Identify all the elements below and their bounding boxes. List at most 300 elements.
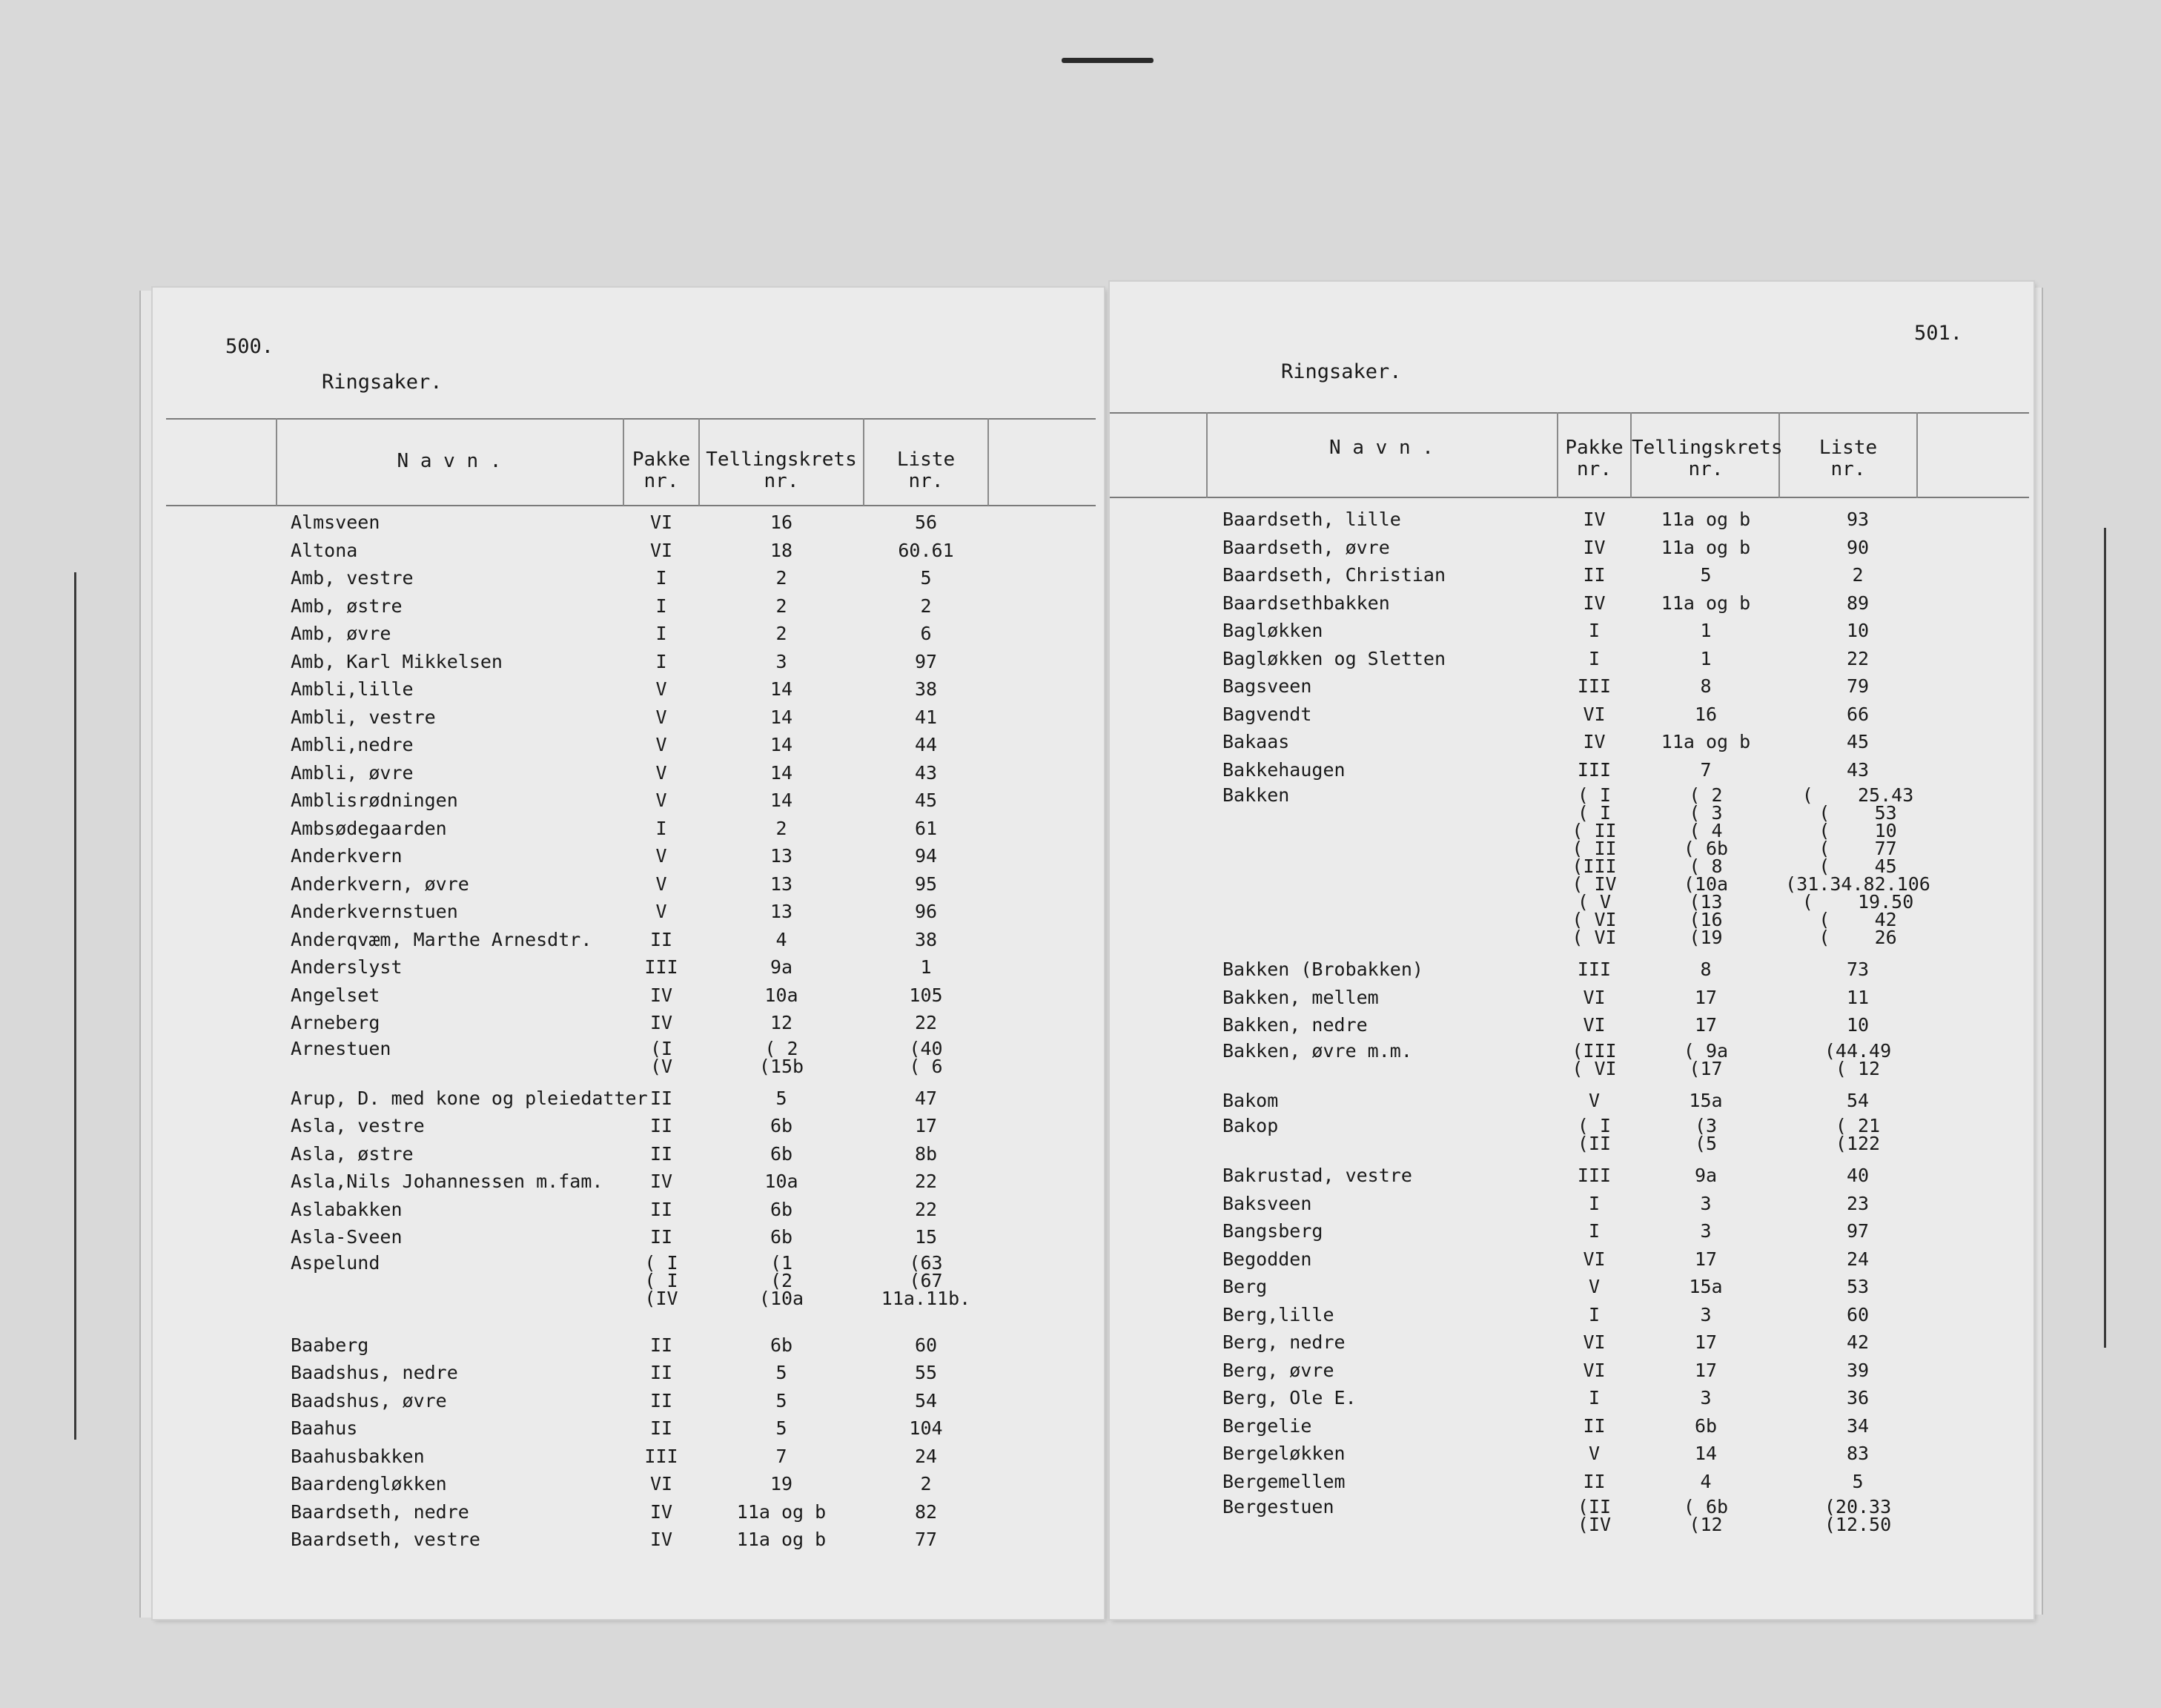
cell-pakke: I (655, 567, 667, 589)
cell-pakke: II (649, 1087, 673, 1109)
table-row (153, 1417, 1104, 1445)
header-pakke: Pakke nr. (1565, 437, 1624, 480)
cell-liste: 53 (1846, 1276, 1870, 1297)
cell-name: Bakop (1222, 1115, 1279, 1136)
cell-liste: 66 (1846, 703, 1870, 725)
cell-krets: 15a (1689, 1089, 1723, 1111)
cell-liste: 17 (914, 1115, 938, 1136)
col-rule (987, 418, 989, 506)
cell-pakke: VI (1583, 703, 1606, 725)
cell-krets: 9a (1694, 1165, 1718, 1186)
header-name: N a v n . (1329, 437, 1434, 459)
table-row (1110, 704, 2033, 731)
cell-name: Bakken, nedre (1222, 1014, 1368, 1036)
cell-krets: 13 (770, 845, 793, 867)
cell-name: Baardseth, lille (1222, 509, 1401, 530)
cell-pakke: (II (IV (1577, 1496, 1612, 1535)
header-bottom-rule (166, 505, 1096, 506)
cell-pakke: IV (1583, 509, 1606, 530)
table-row (153, 1446, 1104, 1473)
cell-liste: 96 (914, 901, 938, 922)
cell-krets: 5 (775, 1389, 787, 1411)
table-row (153, 651, 1104, 678)
cell-pakke: V (1588, 1443, 1601, 1464)
table-row (153, 1226, 1104, 1254)
table-row (1110, 592, 2033, 620)
cell-pakke: I (1588, 647, 1601, 669)
cell-liste: (63 (67 11a.11b. (881, 1251, 971, 1309)
table-row (153, 1037, 1104, 1077)
table-row (153, 623, 1104, 650)
table-row (1110, 1471, 2033, 1498)
table-row (153, 706, 1104, 734)
right-page (1110, 282, 2033, 1619)
cell-name: Baardseth, nedre (291, 1500, 469, 1523)
table-row (1110, 1115, 2033, 1154)
table-row (153, 567, 1104, 595)
cell-name: Bakken (1222, 784, 1290, 806)
cell-liste: 79 (1846, 675, 1870, 697)
cell-name: Amb, østre (291, 595, 403, 617)
cell-pakke: V (1588, 1089, 1601, 1111)
cell-name: Angelset (291, 984, 380, 1006)
cell-name: Aslabakken (291, 1198, 403, 1220)
table-row (1110, 564, 2033, 592)
table-row (153, 901, 1104, 928)
table-row (153, 1088, 1104, 1115)
cell-pakke: V (655, 734, 667, 755)
cell-pakke: VI (649, 539, 673, 561)
cell-krets: 5 (1700, 564, 1712, 586)
cell-liste: 97 (1846, 1220, 1870, 1242)
cell-name: Bakken, øvre m.m. (1222, 1039, 1412, 1062)
cell-pakke: II (649, 1389, 673, 1411)
cell-liste: 94 (914, 845, 938, 867)
cell-liste: 60 (914, 1334, 938, 1356)
cell-liste: 55 (914, 1362, 938, 1383)
cell-liste: 47 (914, 1087, 938, 1109)
cell-liste: 2 (920, 1473, 932, 1494)
cell-pakke: V (655, 706, 667, 728)
cell-krets: 8 (1700, 959, 1712, 980)
cell-name: Ambli,nedre (291, 734, 414, 755)
cell-liste: 60 (1846, 1303, 1870, 1325)
cell-liste: 23 (1846, 1192, 1870, 1214)
cell-liste: (20.33 (12.50 (1824, 1496, 1892, 1535)
cell-pakke: V (655, 845, 667, 867)
table-row (153, 1143, 1104, 1171)
cell-liste: 8b (914, 1142, 938, 1165)
cell-name: Bangsberg (1222, 1220, 1323, 1242)
cell-pakke: II (649, 1362, 673, 1383)
cell-krets: 19 (770, 1473, 793, 1494)
cell-krets: ( 2 ( 3 ( 4 ( 6b ( 8 (10a (13 (16 (19 (1683, 784, 1729, 948)
cell-krets: 6b (770, 1226, 793, 1248)
cell-pakke: I (1588, 620, 1601, 641)
cell-krets: ( 2 (15b (758, 1037, 804, 1077)
cell-name: Bagvendt (1222, 703, 1312, 725)
cell-name: Berg, nedre (1222, 1331, 1346, 1353)
table-row (153, 1501, 1104, 1529)
cell-krets: 4 (775, 928, 787, 950)
table-row (1110, 1443, 2033, 1470)
cell-pakke: V (1588, 1276, 1601, 1297)
cell-krets: 3 (1700, 1220, 1712, 1242)
cell-krets: ( 9a (17 (1683, 1039, 1729, 1079)
cell-name: Baardseth, vestre (291, 1529, 480, 1550)
cell-pakke: IV (649, 984, 673, 1006)
cell-name: Asla, vestre (291, 1115, 425, 1136)
cell-pakke: ( I ( I (IV (644, 1251, 678, 1309)
cell-name: Baardseth, øvre (1222, 536, 1390, 558)
cell-krets: 2 (775, 567, 787, 589)
cell-liste: 38 (914, 928, 938, 950)
cell-liste: 43 (1846, 758, 1870, 781)
cell-pakke: I (1588, 1220, 1601, 1242)
header-top-rule (1110, 412, 2029, 414)
cell-liste: 2 (1852, 564, 1864, 586)
cell-liste: 104 (909, 1417, 943, 1439)
cell-pakke: VI (1583, 1331, 1606, 1353)
cell-pakke: VI (649, 1473, 673, 1494)
cell-krets: 11a og b (1661, 731, 1751, 752)
cell-name: Anderkvern, øvre (291, 873, 469, 895)
table-row (1110, 759, 2033, 787)
cell-name: Baardsethbakken (1222, 592, 1390, 614)
cell-name: Amb, vestre (291, 567, 414, 589)
cell-krets: 14 (770, 790, 793, 811)
cell-name: Baadshus, øvre (291, 1389, 447, 1411)
cell-krets: 14 (770, 678, 793, 700)
cell-name: Baksveen (1222, 1192, 1312, 1214)
cell-name: Baahusbakken (291, 1445, 425, 1467)
cell-pakke: IV (649, 1171, 673, 1192)
cell-liste: 10 (1846, 1014, 1870, 1036)
cell-name: Asla,Nils Johannessen m.fam. (291, 1171, 603, 1192)
cell-name: Berg (1222, 1276, 1268, 1297)
cell-krets: 14 (770, 761, 793, 784)
cell-liste: 24 (914, 1445, 938, 1467)
cell-pakke: ( I (II (1577, 1115, 1612, 1154)
cell-pakke: III (1577, 959, 1612, 980)
header-liste: Liste nr. (1819, 437, 1878, 480)
cell-pakke: I (1588, 1387, 1601, 1409)
table-row (153, 1251, 1104, 1309)
table-row (153, 984, 1104, 1012)
cell-liste: 2 (920, 595, 932, 617)
cell-krets: 7 (775, 1445, 787, 1467)
table-row (153, 1199, 1104, 1226)
cell-pakke: II (1583, 1470, 1606, 1492)
cell-krets: 6b (770, 1334, 793, 1356)
cell-liste: 73 (1846, 959, 1870, 980)
cell-name: Berg, øvre (1222, 1359, 1334, 1381)
cell-liste: 89 (1846, 592, 1870, 614)
table-row (153, 1334, 1104, 1362)
col-rule (1916, 412, 1918, 498)
cell-krets: 4 (1700, 1470, 1712, 1492)
cell-krets: 3 (1700, 1303, 1712, 1325)
cell-krets: 13 (770, 873, 793, 895)
cell-name: Amb, øvre (291, 623, 391, 644)
table-row (153, 1473, 1104, 1500)
cell-liste: 22 (1846, 647, 1870, 669)
cell-pakke: III (1577, 758, 1612, 781)
table-row (1110, 1220, 2033, 1248)
cell-liste: 39 (1846, 1359, 1870, 1381)
left-page (153, 288, 1104, 1619)
cell-liste: 5 (1852, 1470, 1864, 1492)
cell-name: Asla, østre (291, 1142, 414, 1165)
cell-pakke: II (1583, 564, 1606, 586)
cell-pakke: VI (1583, 986, 1606, 1008)
cell-name: Aspelund (291, 1251, 380, 1274)
cell-name: Baardseth, Christian (1222, 564, 1446, 586)
cell-krets: 16 (770, 512, 793, 533)
cell-name: Bagsveen (1222, 675, 1312, 697)
cell-name: Bergestuen (1222, 1496, 1334, 1517)
cell-pakke: I (655, 623, 667, 644)
cell-name: Bakkehaugen (1222, 758, 1346, 781)
table-row (153, 1171, 1104, 1198)
cell-name: Baardengløkken (291, 1473, 447, 1494)
cell-name: Berg, Ole E. (1222, 1387, 1357, 1409)
table-row (153, 595, 1104, 623)
cell-name: Ambsødegaarden (291, 817, 447, 839)
cell-liste: ( 25.43 ( 53 ( 10 ( 77 ( 45 (31.34.82.106 ( 19.50 ( 42 ( 26 (1785, 784, 1930, 948)
header-bottom-rule (1110, 497, 2029, 498)
cell-pakke: V (655, 790, 667, 811)
cell-liste: 97 (914, 650, 938, 672)
cell-pakke: VI (1583, 1014, 1606, 1036)
cell-pakke: II (1583, 1414, 1606, 1437)
cell-name: Bergelie (1222, 1414, 1312, 1437)
cell-name: Baadshus, nedre (291, 1362, 458, 1383)
cell-name: Anderqvæm, Marthe Arnesdtr. (291, 928, 592, 950)
cell-liste: 34 (1846, 1414, 1870, 1437)
cell-pakke: ( I ( I ( II ( II (III ( IV ( V ( VI ( VI (1572, 784, 1617, 948)
table-row (153, 1362, 1104, 1389)
cell-liste: (40 ( 6 (909, 1037, 943, 1077)
cell-liste: 93 (1846, 509, 1870, 530)
cell-krets: 2 (775, 595, 787, 617)
table-row (153, 790, 1104, 817)
table-row (1110, 1014, 2033, 1042)
table-row (153, 818, 1104, 845)
cell-liste: 11 (1846, 986, 1870, 1008)
cell-pakke: IV (1583, 731, 1606, 752)
cell-krets: 18 (770, 539, 793, 561)
header-top-rule (166, 418, 1096, 420)
place-title: Ringsaker. (322, 371, 443, 394)
cell-liste: 38 (914, 678, 938, 700)
cell-liste: 40 (1846, 1165, 1870, 1186)
cell-krets: 12 (770, 1012, 793, 1033)
cell-pakke: IV (1583, 536, 1606, 558)
cell-liste: 6 (920, 623, 932, 644)
cell-krets: 6b (1694, 1414, 1718, 1437)
cell-liste: 43 (914, 761, 938, 784)
table-row (153, 678, 1104, 706)
cell-krets: (3 (5 (1694, 1115, 1718, 1154)
cell-krets: 5 (775, 1087, 787, 1109)
cell-name: Amb, Karl Mikkelsen (291, 650, 503, 672)
left-margin-line (74, 572, 76, 1440)
cell-pakke: (III ( VI (1572, 1039, 1617, 1079)
cell-krets: 13 (770, 901, 793, 922)
table-row (1110, 1248, 2033, 1276)
cell-name: Ambli,lille (291, 678, 414, 700)
table-row (1110, 1331, 2033, 1359)
cell-pakke: II (649, 1334, 673, 1356)
cell-name: Baaberg (291, 1334, 369, 1356)
table-row (153, 540, 1104, 567)
cell-pakke: II (649, 1142, 673, 1165)
table-row (153, 873, 1104, 901)
cell-name: Altona (291, 539, 358, 561)
cell-krets: 11a og b (1661, 592, 1751, 614)
cell-liste: 42 (1846, 1331, 1870, 1353)
table-row (1110, 1304, 2033, 1331)
cell-liste: 5 (920, 567, 932, 589)
cell-krets: 17 (1694, 1359, 1718, 1381)
cell-name: Arnestuen (291, 1037, 391, 1059)
cell-name: Arup, D. med kone og pleiedatter (291, 1087, 648, 1109)
cell-liste: 22 (914, 1198, 938, 1220)
table-row (153, 1115, 1104, 1142)
cell-name: Bakrustad, vestre (1222, 1165, 1412, 1186)
cell-pakke: V (655, 873, 667, 895)
header-pakke: Pakke nr. (632, 448, 691, 492)
cell-liste: 1 (920, 956, 932, 978)
cell-pakke: V (655, 761, 667, 784)
cell-pakke: VI (1583, 1248, 1606, 1270)
cell-krets: 9a (770, 956, 793, 978)
table-row (1110, 1193, 2033, 1220)
cell-krets: 17 (1694, 1331, 1718, 1353)
cell-liste: (44.49 ( 12 (1824, 1039, 1892, 1079)
cell-krets: 10a (764, 984, 798, 1006)
page-number: 501. (1914, 322, 1963, 345)
cell-liste: 45 (914, 790, 938, 811)
cell-krets: 2 (775, 817, 787, 839)
cell-krets: 6b (770, 1142, 793, 1165)
table-row (1110, 1415, 2033, 1443)
cell-krets: 14 (1694, 1443, 1718, 1464)
cell-krets: 17 (1694, 1014, 1718, 1036)
cell-liste: 95 (914, 873, 938, 895)
cell-krets: 15a (1689, 1276, 1723, 1297)
table-row (153, 1012, 1104, 1039)
cell-liste: 22 (914, 1171, 938, 1192)
cell-pakke: IV (649, 1012, 673, 1033)
table-row (1110, 731, 2033, 758)
cell-name: Almsveen (291, 512, 380, 533)
table-row (153, 1529, 1104, 1556)
header-liste: Liste nr. (896, 448, 956, 492)
cell-krets: 5 (775, 1362, 787, 1383)
cell-krets: 11a og b (736, 1529, 827, 1550)
cell-name: Begodden (1222, 1248, 1312, 1270)
cell-pakke: II (649, 1198, 673, 1220)
cell-krets: 3 (1700, 1387, 1712, 1409)
header-krets: Tellingskrets nr. (706, 448, 857, 492)
table-row (153, 929, 1104, 956)
cell-krets: 1 (1700, 647, 1712, 669)
cell-krets: 3 (775, 650, 787, 672)
table-row (1110, 509, 2033, 536)
cell-pakke: II (649, 1226, 673, 1248)
right-margin-line (2104, 528, 2106, 1348)
table-row (1110, 784, 2033, 948)
cell-liste: 22 (914, 1012, 938, 1033)
cell-name: Ambli, vestre (291, 706, 436, 728)
cell-name: Bakken, mellem (1222, 986, 1379, 1008)
cell-pakke: I (1588, 1192, 1601, 1214)
table-row (153, 762, 1104, 790)
cell-pakke: I (655, 595, 667, 617)
header-name: N a v n . (397, 450, 502, 472)
cell-pakke: I (655, 650, 667, 672)
table-row (1110, 1496, 2033, 1535)
cell-pakke: III (1577, 1165, 1612, 1186)
table-row (1110, 537, 2033, 564)
table-row (153, 845, 1104, 873)
cell-krets: 16 (1694, 703, 1718, 725)
table-row (1110, 1039, 2033, 1079)
cell-pakke: II (649, 1115, 673, 1136)
cell-liste: 54 (914, 1389, 938, 1411)
cell-name: Bakom (1222, 1089, 1279, 1111)
cell-pakke: IV (1583, 592, 1606, 614)
cell-krets: 17 (1694, 1248, 1718, 1270)
table-row (1110, 648, 2033, 675)
cell-liste: 105 (909, 984, 943, 1006)
cell-name: Arneberg (291, 1012, 380, 1033)
cell-liste: 82 (914, 1500, 938, 1523)
cell-krets: 14 (770, 734, 793, 755)
cell-krets: 6b (770, 1198, 793, 1220)
cell-krets: 11a og b (1661, 536, 1751, 558)
cell-name: Bagløkken og Sletten (1222, 647, 1446, 669)
cell-name: Bagløkken (1222, 620, 1323, 641)
cell-krets: 1 (1700, 620, 1712, 641)
cell-krets: 11a og b (736, 1500, 827, 1523)
cell-liste: 83 (1846, 1443, 1870, 1464)
cell-name: Bakken (Brobakken) (1222, 959, 1423, 980)
cell-pakke: III (1577, 675, 1612, 697)
cell-pakke: III (644, 1445, 678, 1467)
cell-liste: 60.61 (898, 539, 954, 561)
cell-liste: 10 (1846, 620, 1870, 641)
cell-name: Bergeløkken (1222, 1443, 1346, 1464)
cell-pakke: IV (649, 1500, 673, 1523)
cell-name: Anderslyst (291, 956, 403, 978)
cell-liste: 36 (1846, 1387, 1870, 1409)
table-row (1110, 987, 2033, 1014)
cell-liste: 77 (914, 1529, 938, 1550)
cell-pakke: IV (649, 1529, 673, 1550)
table-row (1110, 1090, 2033, 1117)
table-row (1110, 1165, 2033, 1192)
cell-liste: 90 (1846, 536, 1870, 558)
table-row (1110, 675, 2033, 703)
place-title: Ringsaker. (1281, 360, 1402, 383)
cell-pakke: I (655, 817, 667, 839)
table-row (1110, 1387, 2033, 1414)
table-row (1110, 1276, 2033, 1303)
table-row (1110, 1360, 2033, 1387)
